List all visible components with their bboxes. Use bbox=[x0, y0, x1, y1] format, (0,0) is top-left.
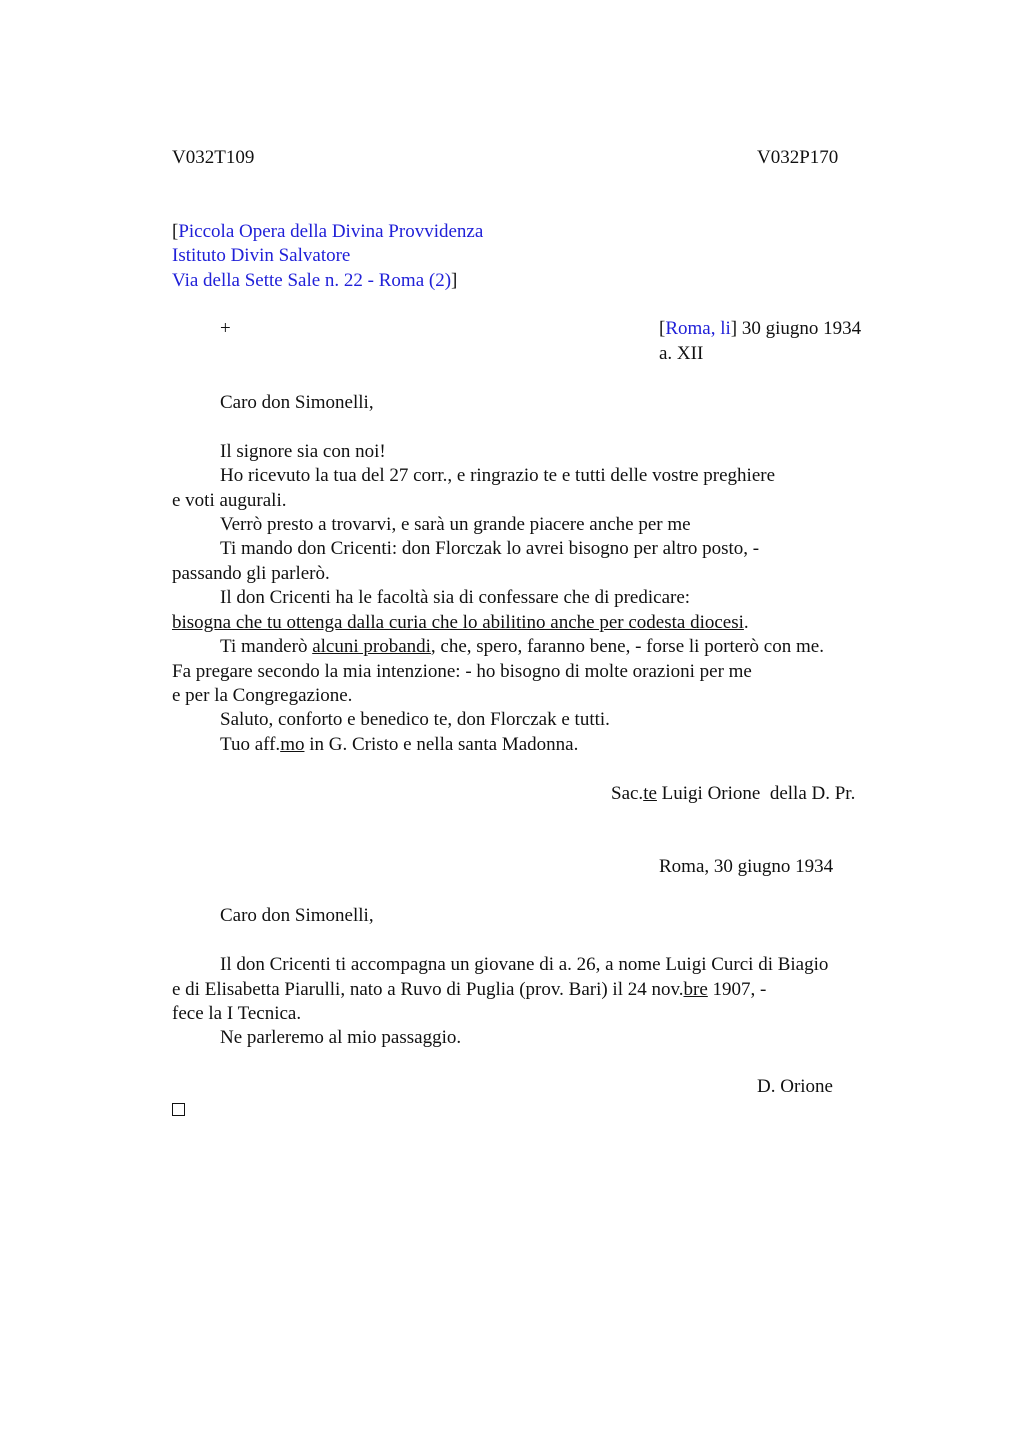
underlined-text: alcuni probandi bbox=[312, 636, 431, 657]
place-bracketed: Roma, li bbox=[665, 318, 731, 339]
letter1-paragraph: e per la Congregazione. bbox=[172, 685, 353, 706]
letter1-paragraph: e voti augurali. bbox=[172, 490, 287, 511]
underlined-text: mo bbox=[280, 734, 305, 755]
letter1-paragraph: passando gli parlerò. bbox=[172, 563, 330, 584]
underlined-text: bre bbox=[683, 979, 708, 1000]
letter2-paragraph: Il don Cricenti ti accompagna un giovane di a. 26, a nome Luigi Curci di Biagio bbox=[220, 954, 829, 975]
underlined-text: bisogna che tu ottenga dalla curia che lo abilitino anche per codesta diocesi bbox=[172, 612, 744, 633]
cross-mark: + bbox=[220, 318, 231, 339]
letter1-paragraph: Saluto, conforto e benedico te, don Florczak e tutti. bbox=[220, 709, 610, 730]
letter1-closing: Tuo aff.mo in G. Cristo e nella santa Madonna. bbox=[220, 734, 579, 755]
letter1-paragraph: Il don Cricenti ha le facoltà sia di confessare che di predicare: bbox=[220, 587, 691, 608]
letter2-paragraph: e di Elisabetta Piarulli, nato a Ruvo di Puglia (prov. Bari) il 24 nov.bre 1907, - bbox=[172, 979, 767, 1000]
letter1-year-era: a. XII bbox=[659, 343, 704, 364]
letter1-date: [Roma, li] 30 giugno 1934 bbox=[659, 318, 862, 339]
letter1-paragraph: Ti mando don Cricenti: don Florczak lo avrei bisogno per altro posto, - bbox=[220, 538, 760, 559]
letter2-date: Roma, 30 giugno 1934 bbox=[659, 856, 834, 877]
letter2-paragraph: Ne parleremo al mio passaggio. bbox=[220, 1027, 462, 1048]
letterhead-line-1: [Piccola Opera della Divina Provvidenza bbox=[172, 221, 484, 242]
header-right-code: V032P170 bbox=[757, 147, 839, 168]
letterhead-text-1: Piccola Opera della Divina Provvidenza bbox=[178, 221, 484, 242]
letter1-salutation: Caro don Simonelli, bbox=[220, 392, 374, 413]
letterhead-text-3: Via della Sette Sale n. 22 - Roma (2) bbox=[172, 270, 452, 291]
letter2-paragraph: fece la I Tecnica. bbox=[172, 1003, 302, 1024]
header-left-code: V032T109 bbox=[172, 147, 255, 168]
letter2-signature: D. Orione bbox=[757, 1076, 833, 1097]
letterhead-line-2: Istituto Divin Salvatore bbox=[172, 245, 351, 266]
letter1-paragraph: Ti manderò alcuni probandi, che, spero, faranno bene, - forse li porterò con me. bbox=[220, 636, 824, 657]
letter1-signature: Sac.te Luigi Orione della D. Pr. bbox=[611, 783, 856, 804]
underlined-text: te bbox=[643, 783, 657, 804]
letter1-paragraph: bisogna che tu ottenga dalla curia che lo abilitino anche per codesta diocesi. bbox=[172, 612, 749, 633]
letter2-salutation: Caro don Simonelli, bbox=[220, 905, 374, 926]
letterhead-line-3: Via della Sette Sale n. 22 - Roma (2)] bbox=[172, 270, 458, 291]
date-text: 30 giugno 1934 bbox=[737, 318, 862, 339]
letter1-paragraph: Verrò presto a trovarvi, e sarà un grande piacere anche per me bbox=[220, 514, 691, 535]
letter1-paragraph: Ho ricevuto la tua del 27 corr., e ringrazio te e tutti delle vostre preghiere bbox=[220, 465, 776, 486]
end-marker-square-icon bbox=[172, 1103, 185, 1116]
letter1-paragraph: Fa pregare secondo la mia intenzione: - ho bisogno di molte orazioni per me bbox=[172, 661, 752, 682]
letter1-paragraph: Il signore sia con noi! bbox=[220, 441, 386, 462]
